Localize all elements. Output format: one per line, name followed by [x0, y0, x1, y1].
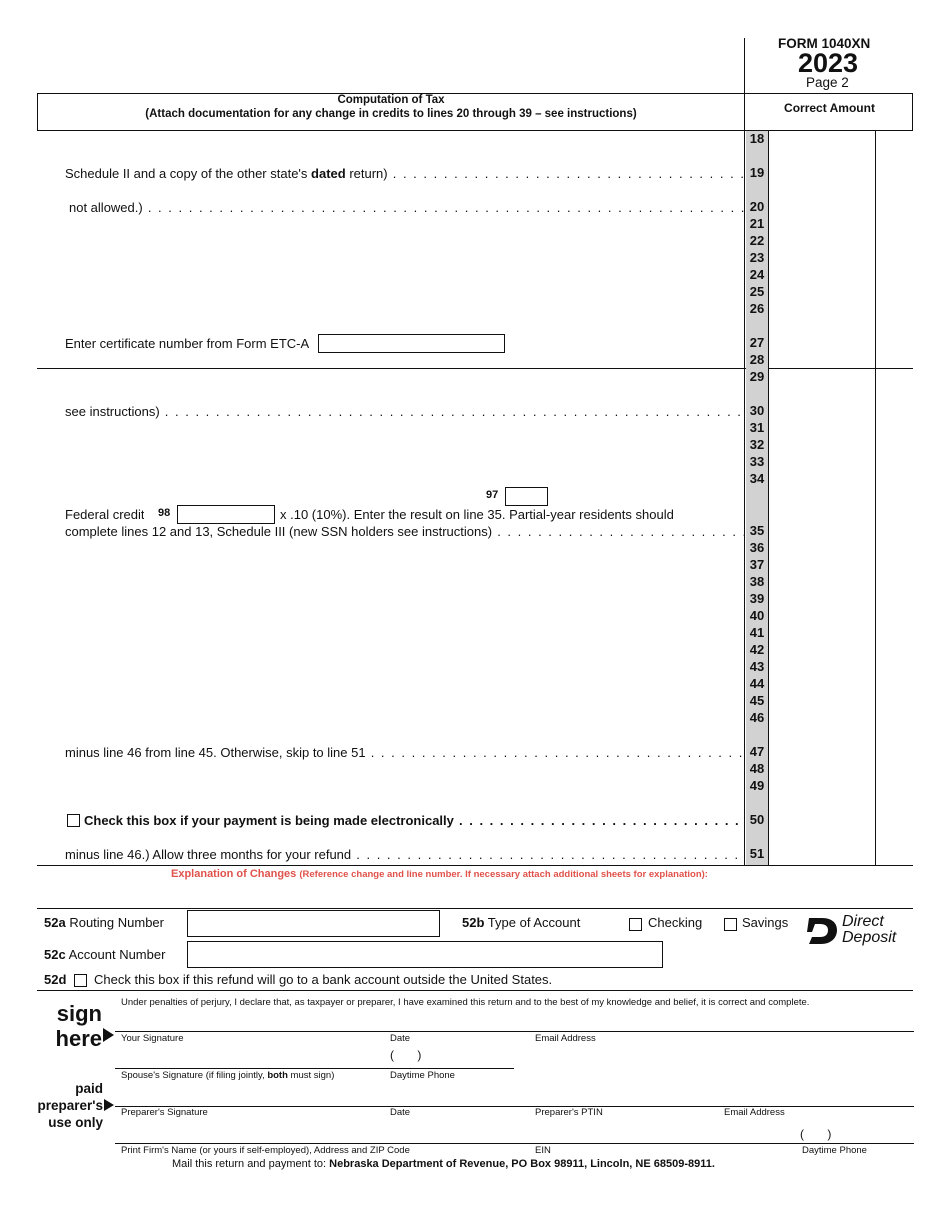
line-box-number: 30 [746, 386, 768, 420]
line-box-number: 21 [746, 216, 768, 233]
line-35-instruction: x .10 (10%). Enter the result on line 35. Partial-year residents should [280, 507, 674, 522]
preparer-signature-line[interactable] [115, 1106, 914, 1107]
line-box-number: 31 [746, 420, 768, 437]
preparer-ptin-label: Preparer's PTIN [535, 1107, 603, 1118]
line-35-federal-credit-label: Federal credit [65, 507, 145, 522]
line-27-continued: Enter certificate number from Form ETC-A [65, 336, 310, 351]
line-box-number: 26 [746, 301, 768, 318]
line-box-number: 37 [746, 557, 768, 574]
line-box-number: 38 [746, 574, 768, 591]
line-box-number: 24 [746, 267, 768, 284]
line-box-number: 34 [746, 471, 768, 488]
direct-deposit-bottom-rule [37, 990, 913, 991]
line-box-number: 23 [746, 250, 768, 267]
line-box-number: 47 [746, 727, 768, 761]
foreign-account-label: Check this box if this refund will go to a bank account outside the United States. [94, 972, 553, 987]
line-box-number: 40 [746, 608, 768, 625]
line-box-number: 28 [746, 352, 768, 369]
savings-checkbox[interactable] [724, 918, 737, 931]
line-box-number: 29 [746, 369, 768, 386]
checking-label: Checking [648, 915, 703, 930]
electronic-payment-label: Check this box if your payment is being made electronically . . . [84, 812, 744, 829]
line-box-number: 48 [746, 761, 768, 778]
line-box-number: 36 [746, 540, 768, 557]
line-30-continued: see instructions) . . . [65, 403, 744, 420]
line-35-continued: complete lines 12 and 13, Schedule III (new SSN holders see instructions) . . . [65, 523, 744, 540]
etc-a-certificate-input[interactable] [318, 334, 505, 353]
line-box-number: 33 [746, 454, 768, 471]
direct-deposit-logo-text: Direct Deposit [842, 913, 897, 946]
line-box-number: 39 [746, 591, 768, 608]
explanation-of-changes-heading: Explanation of Changes (Reference change and line number. If necessary attach additional sheets for explanation): [171, 868, 708, 880]
line-box-number: 35 [746, 488, 768, 540]
firm-name-line[interactable] [115, 1143, 914, 1144]
table-bottom-rule [37, 865, 913, 866]
account-type-label: 52b Type of Account [462, 915, 581, 930]
mailing-instructions: Mail this return and payment to: Nebraska Department of Revenue, PO Box 98911, Lincoln, NE 68509-8911. [172, 1158, 715, 1170]
foreign-account-number: 52d [44, 972, 67, 987]
line-47-continued: minus line 46 from line 45. Otherwise, skip to line 51 . . . [65, 744, 744, 761]
electronic-payment-checkbox[interactable] [67, 814, 80, 827]
foreign-account-checkbox[interactable] [74, 974, 87, 987]
daytime-phone-parens: ( ) [390, 1048, 422, 1062]
field-97-label: 97 [486, 489, 499, 501]
line-box-number: 32 [746, 437, 768, 454]
perjury-declaration: Under penalties of perjury, I declare that, as taxpayer or preparer, I have examined this return and to the best of my knowledge and belief, it is correct and complete. [121, 997, 810, 1008]
line-box-number: 27 [746, 318, 768, 352]
line-19-continued: Schedule II and a copy of the other state's dated return) . . . [65, 165, 744, 182]
your-signature-label: Your Signature [121, 1033, 184, 1044]
line-box-number: 45 [746, 693, 768, 710]
line-box-number: 43 [746, 659, 768, 676]
taxpayer-signature-line[interactable] [115, 1031, 914, 1032]
account-number-label: 52c Account Number [44, 947, 166, 962]
ein-label: EIN [535, 1145, 551, 1156]
line-box-number: 49 [746, 778, 768, 795]
page-number: Page 2 [806, 75, 849, 90]
sign-here-label: sign here [55, 1001, 102, 1051]
line-box-number: 20 [746, 182, 768, 216]
line-box-number: 44 [746, 676, 768, 693]
correct-amount-header: Correct Amount [784, 101, 875, 115]
daytime-phone-label: Daytime Phone [390, 1070, 455, 1081]
form-id: FORM 1040XN [778, 36, 871, 51]
line-box-number: 41 [746, 625, 768, 642]
line-20-continued: not allowed.) . . . [69, 199, 744, 216]
email-address-label: Email Address [535, 1033, 596, 1044]
paid-preparer-arrow-icon [104, 1099, 114, 1111]
qualifying-children-input[interactable] [505, 487, 548, 506]
amount-column-inner [768, 130, 769, 866]
sign-here-arrow-icon [103, 1028, 114, 1042]
preparer-phone-parens: ( ) [800, 1127, 832, 1141]
line-box-number: 50 [746, 795, 768, 829]
amount-column-left [744, 93, 745, 866]
line-box-number: 42 [746, 642, 768, 659]
line-box-number: 19 [746, 148, 768, 182]
computation-title: Computation of Tax (Attach documentation for any change in credits to lines 20 through 39 – see instructions) [145, 94, 637, 120]
line-51-continued: minus line 46.) Allow three months for your refund . . . [65, 846, 744, 863]
firm-name-label: Print Firm's Name (or yours if self-employed), Address and ZIP Code [121, 1145, 410, 1156]
line-box-number: 22 [746, 233, 768, 250]
routing-number-label: 52a Routing Number [44, 915, 164, 930]
preparer-date-label: Date [390, 1107, 411, 1118]
preparer-daytime-phone-label: Daytime Phone [802, 1145, 867, 1156]
paid-preparer-label: paid preparer's use only [37, 1081, 103, 1130]
line-box-number: 25 [746, 284, 768, 301]
savings-label: Savings [742, 915, 789, 930]
federal-credit-input[interactable] [177, 505, 275, 524]
spouse-signature-label: Spouse's Signature (if filing jointly, both must sign) [121, 1070, 335, 1081]
line-box-number: 46 [746, 710, 768, 727]
explanation-bottom-rule[interactable] [37, 908, 913, 909]
checking-checkbox[interactable] [629, 918, 642, 931]
signature-date-label: Date [390, 1033, 411, 1044]
preparer-email-label: Email Address [724, 1107, 785, 1118]
cents-column-divider [875, 130, 876, 866]
table-header-rule [37, 130, 913, 131]
line-box-number: 18 [746, 131, 768, 148]
spouse-signature-line[interactable] [115, 1068, 514, 1069]
header-divider [744, 38, 745, 93]
section-divider-after-28 [37, 368, 913, 369]
account-number-input[interactable] [187, 941, 663, 968]
routing-number-input[interactable] [187, 910, 440, 937]
field-98-label: 98 [158, 507, 171, 519]
tax-year: 2023 [798, 48, 859, 78]
preparer-signature-label: Preparer's Signature [121, 1107, 208, 1118]
direct-deposit-logo-icon [806, 916, 840, 946]
line-box-number: 51 [746, 829, 768, 865]
